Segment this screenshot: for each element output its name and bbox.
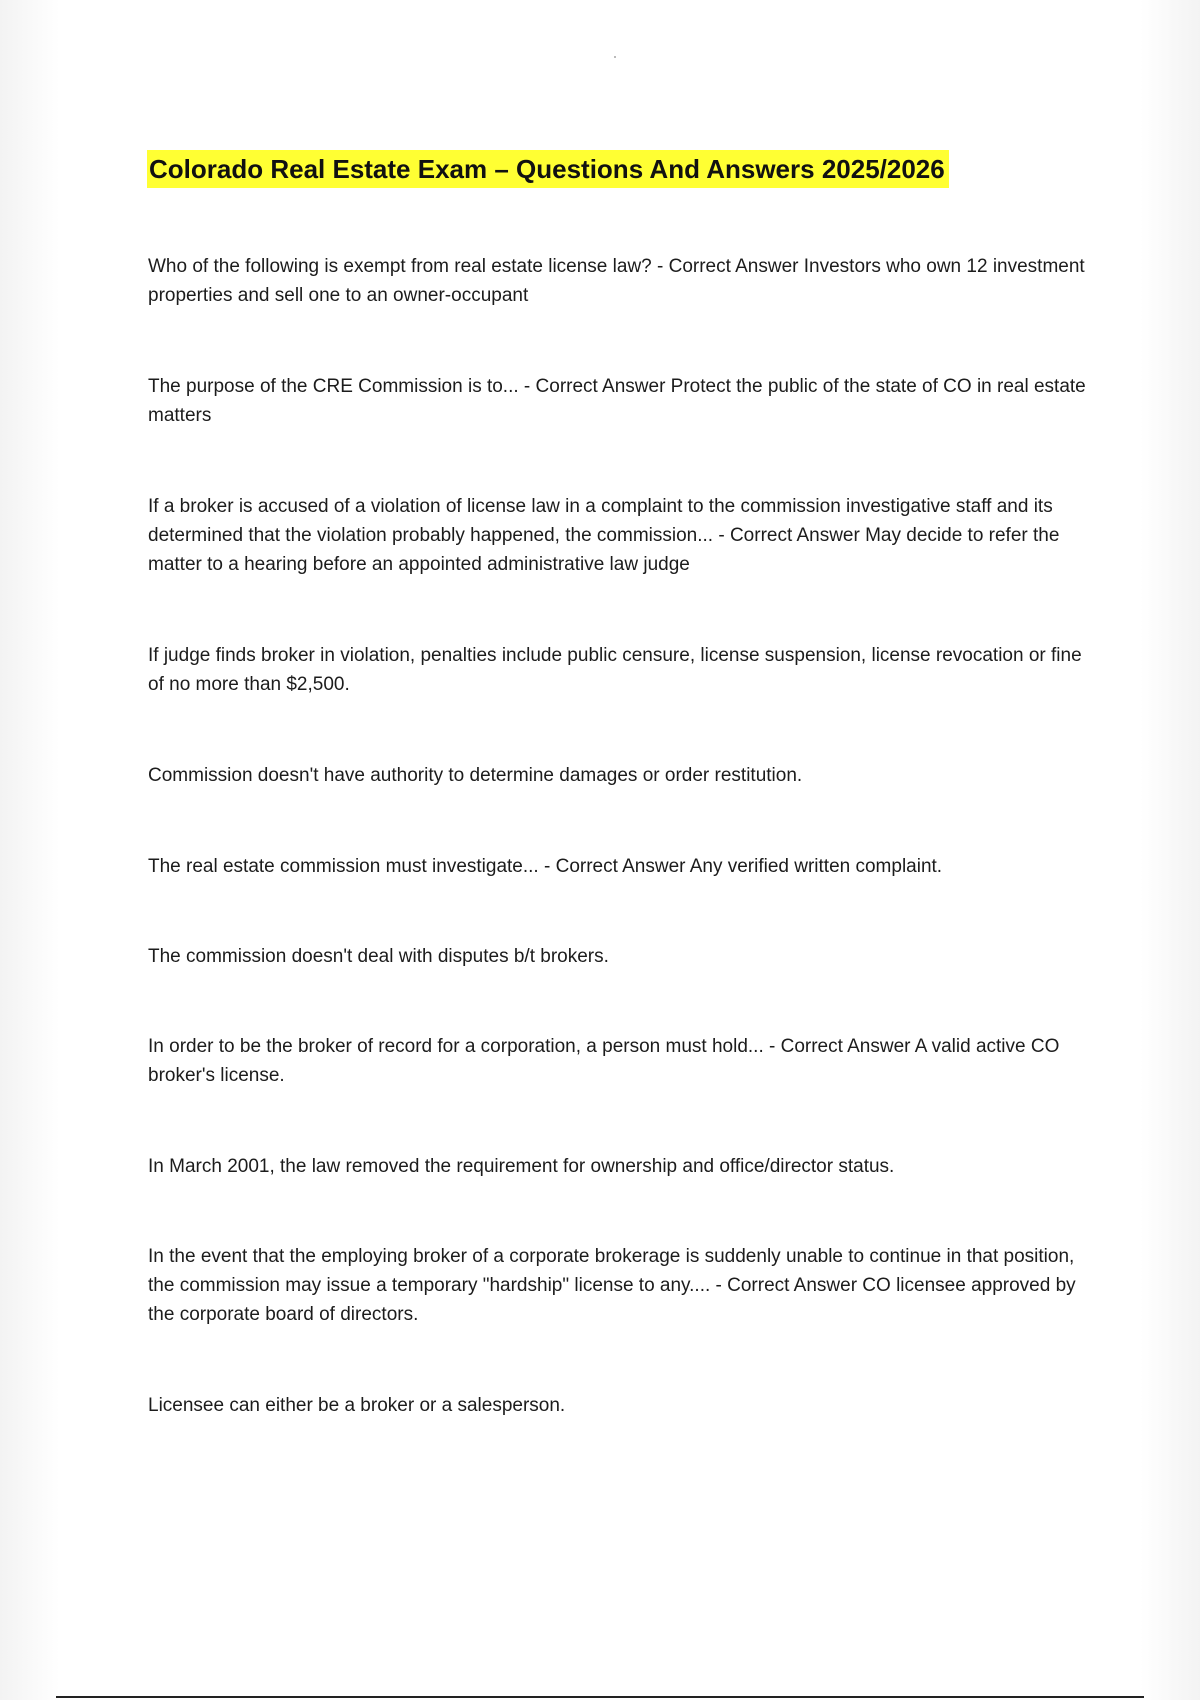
scan-speck: [614, 56, 616, 58]
qa-entry-5: Commission doesn't have authority to determine damages or order restitution.: [148, 765, 803, 786]
qa-entry-2: The purpose of the CRE Commission is to... - Correct Answer Protect the public of the state of CO in real estate matters: [148, 376, 1086, 426]
title-block: [147, 150, 949, 188]
qa-entry-3: If a broker is accused of a violation of license law in a complaint to the commission investigative staff and its determined that the violation probably happened, the commission... - Correct Answer May decide to refer the matter to a hearing before an appointed administrative law judge: [148, 496, 1060, 575]
qa-entry-4: If judge finds broker in violation, penalties include public censure, license suspension, license revocation or fine of no more than $2,500.: [148, 645, 1082, 695]
qa-entry-8: In order to be the broker of record for a corporation, a person must hold... - Correct Answer A valid active CO broker's license.: [148, 1036, 1060, 1086]
qa-entry-11: Licensee can either be a broker or a salesperson.: [148, 1395, 566, 1416]
footer-rule: [56, 1696, 1144, 1698]
qa-entry-7: The commission doesn't deal with disputes b/t brokers.: [148, 946, 609, 967]
qa-entry-6: The real estate commission must investigate... - Correct Answer Any verified written complaint.: [148, 856, 943, 877]
page-title: Colorado Real Estate Exam – Questions And Answers 2025/2026: [147, 150, 949, 188]
qa-entry-10: In the event that the employing broker of a corporate brokerage is suddenly unable to continue in that position, the commission may issue a temporary "hardship" license to any.... - Correct Answer CO licensee approved by the corporate board of directors.: [148, 1246, 1076, 1325]
qa-entry-1: Who of the following is exempt from real estate license law? - Correct Answer Investors who own 12 investment properties and sell one to an owner-occupant: [148, 256, 1085, 306]
qa-entry-9: In March 2001, the law removed the requirement for ownership and office/director status.: [148, 1156, 895, 1177]
